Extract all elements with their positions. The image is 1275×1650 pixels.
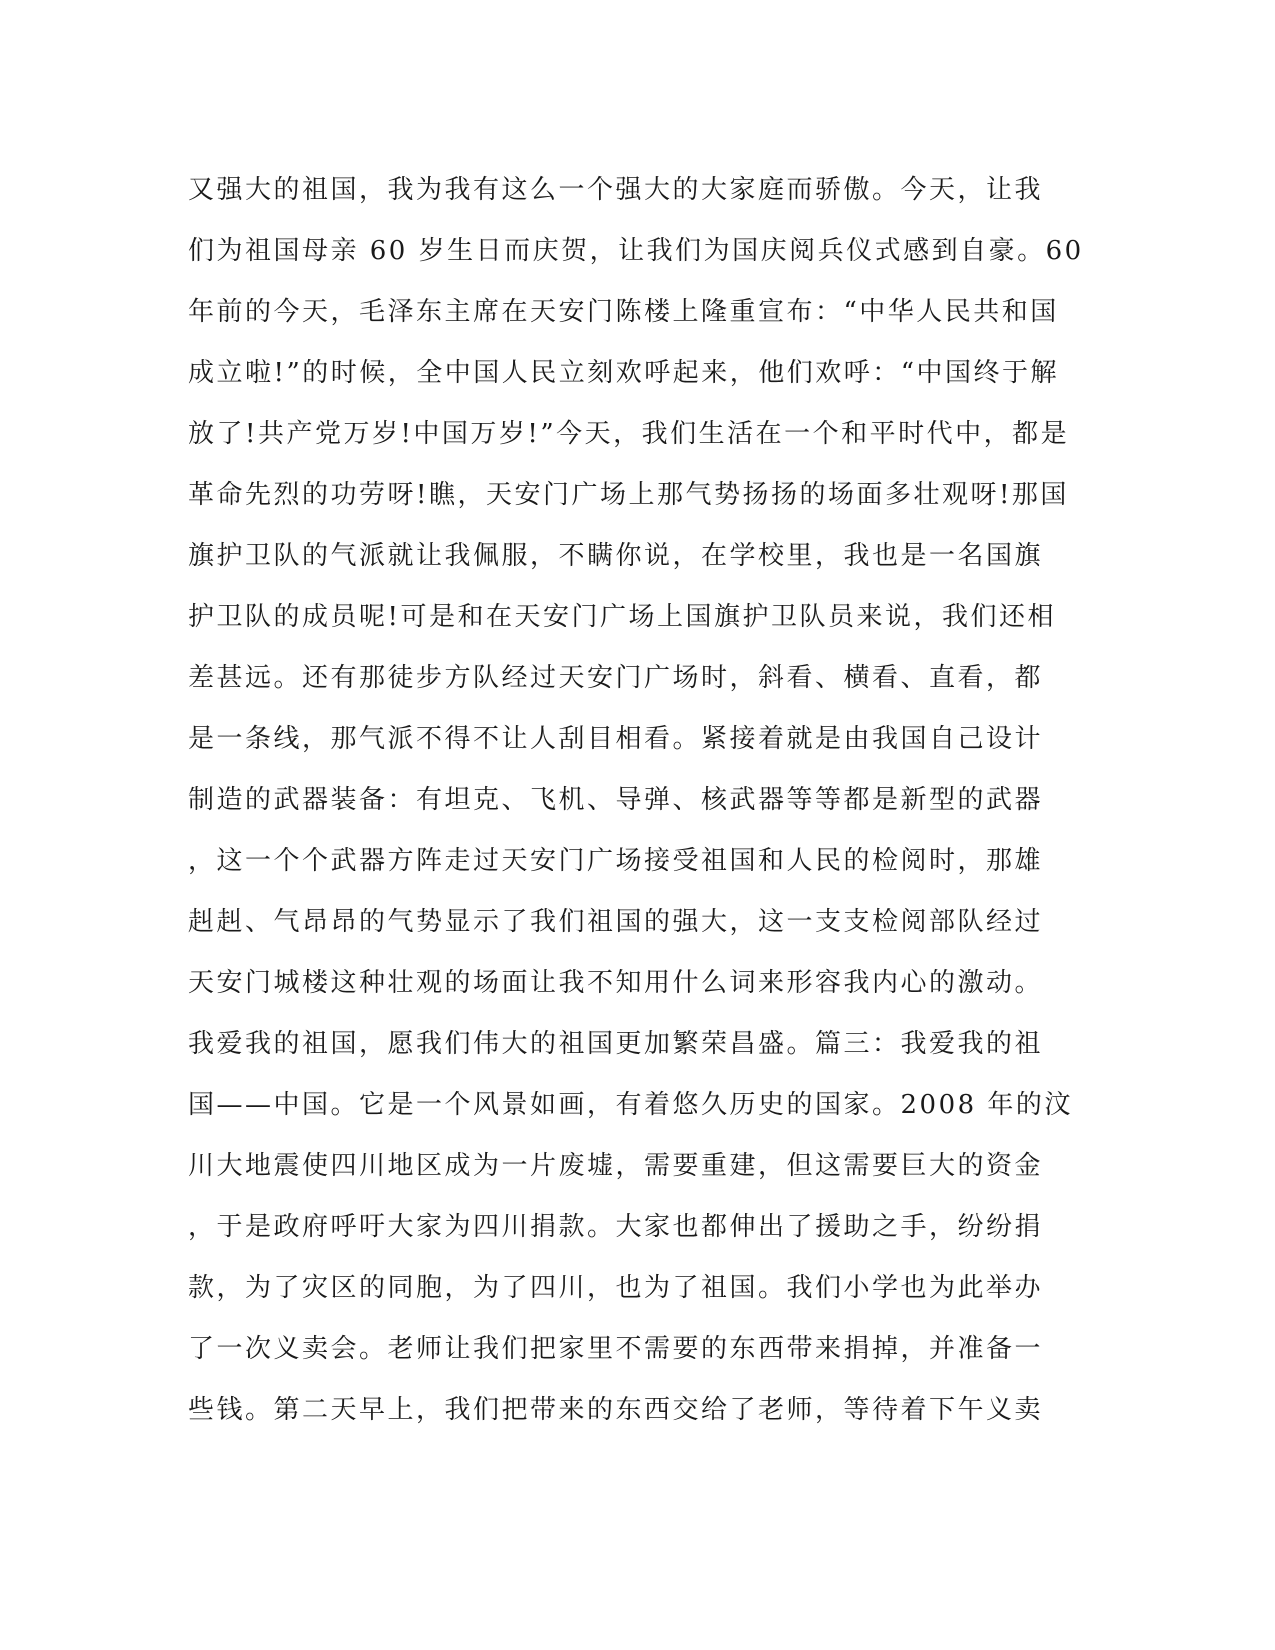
text-line: 国——中国。它是一个风景如画，有着悠久历史的国家。2008 年的汶 [188, 1090, 1073, 1120]
text-line: 革命先烈的功劳呀!瞧，天安门广场上那气势扬扬的场面多壮观呀!那国 [188, 480, 1069, 510]
text-line: 又强大的祖国，我为我有这么一个强大的大家庭而骄傲。今天，让我 [188, 175, 1044, 205]
text-line: 护卫队的成员呢!可是和在天安门广场上国旗护卫队员来说，我们还相 [188, 602, 1056, 632]
text-line: 成立啦!”的时候，全中国人民立刻欢呼起来，他们欢呼：“中国终于解 [188, 358, 1060, 388]
text-line: 天安门城楼这种壮观的场面让我不知用什么词来形容我内心的激动。 [188, 968, 1044, 998]
body-text [188, 160, 1084, 1441]
text-line: 是一条线，那气派不得不让人刮目相看。紧接着就是由我国自己设计 [188, 724, 1044, 754]
text-line: 川大地震使四川地区成为一片废墟，需要重建，但这需要巨大的资金 [188, 1151, 1044, 1181]
text-line: 我爱我的祖国，愿我们伟大的祖国更加繁荣昌盛。篇三：我爱我的祖 [188, 1029, 1044, 1059]
text-line: 差甚远。还有那徒步方队经过天安门广场时，斜看、横看、直看，都 [188, 663, 1044, 693]
text-line: 款，为了灾区的同胞，为了四川，也为了祖国。我们小学也为此举办 [188, 1273, 1044, 1303]
text-line: ，这一个个武器方阵走过天安门广场接受祖国和人民的检阅时，那雄 [188, 846, 1044, 876]
text-line: 年前的今天，毛泽东主席在天安门陈楼上隆重宣布：“中华人民共和国 [188, 297, 1059, 327]
text-line: 旗护卫队的气派就让我佩服，不瞒你说，在学校里，我也是一名国旗 [188, 541, 1044, 571]
text-line: ，于是政府呼吁大家为四川捐款。大家也都伸出了援助之手，纷纷捐 [188, 1212, 1044, 1242]
text-line: 制造的武器装备：有坦克、飞机、导弹、核武器等等都是新型的武器 [188, 785, 1044, 815]
text-line: 放了!共产党万岁!中国万岁!”今天，我们生活在一个和平时代中，都是 [188, 419, 1070, 449]
text-line: 些钱。第二天早上，我们把带来的东西交给了老师，等待着下午义卖 [188, 1395, 1044, 1425]
text-line: 赳赳、气昂昂的气势显示了我们祖国的强大，这一支支检阅部队经过 [188, 907, 1044, 937]
text-line: 们为祖国母亲 60 岁生日而庆贺，让我们为国庆阅兵仪式感到自豪。60 [188, 236, 1084, 266]
text-line: 了一次义卖会。老师让我们把家里不需要的东西带来捐掉，并准备一 [188, 1334, 1044, 1364]
